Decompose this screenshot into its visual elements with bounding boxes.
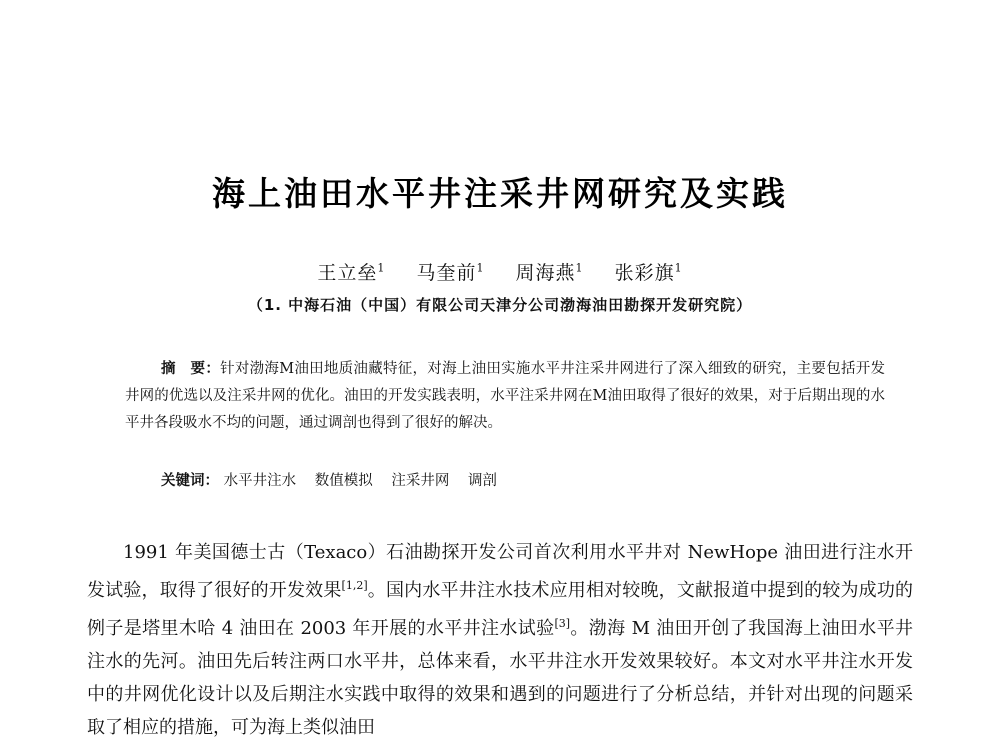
keywords-label: 关键词： <box>161 473 219 489</box>
author-list <box>0 258 1000 285</box>
author-name: 周海燕 <box>515 262 576 284</box>
body-text: 。国内水平井注水技术应用相对较晚，文献报道中提到的较为成功的例子是塔里木哈 4 油田在 2003 年开展的水平井注水试验 <box>87 580 914 639</box>
citation-ref: [3] <box>554 617 571 630</box>
author-affil-mark: 1 <box>377 261 386 275</box>
body-paragraph <box>87 536 913 744</box>
author <box>416 262 484 284</box>
author-affil-mark: 1 <box>575 261 584 275</box>
keyword: 数值模拟 <box>314 473 373 489</box>
author-affil-mark: 1 <box>476 261 485 275</box>
citation-ref: [1,2] <box>341 579 368 592</box>
author-name: 王立垒 <box>317 262 378 284</box>
paper-title: 海上油田水平井注采井网研究及实践 <box>212 174 788 213</box>
author <box>516 262 584 284</box>
body-text: 。渤海 M 油田开创了我国海上油田水平井注水的先河。油田先后转注两口水平井，总体来看，水平井注水开发效果较好。本文对水平井注水开发中的井网优化设计以及后期注水实践中取得的效果和遇到的问题进行了分析总结，并针对出现的问题采取了相应的措施，可为海上类似油田 <box>87 618 913 738</box>
abstract-text: 针对渤海M油田地质油藏特征，对海上油田实施水平井注采井网进行了深入细致的研究，主要包括开发井网的优选以及注采井网的优化。油田的开发实践表明，水平注采井网在M油田取得了很好的效果，对于后期出现的水平井各段吸水不均的问题，通过调剖也得到了很好的解决。 <box>125 361 886 431</box>
abstract-label: 摘 要： <box>161 361 221 377</box>
keyword: 水平井注水 <box>223 473 297 489</box>
abstract <box>125 356 885 437</box>
body-text: 1991 年美国德士古（Texaco）石油勘探开发公司首次利用水平井对 NewHope 油田进行注水开发试验，取得了很好的开发效果 <box>87 542 913 601</box>
author-affil-mark: 1 <box>674 261 683 275</box>
author <box>615 262 683 284</box>
author <box>317 262 385 284</box>
author-name: 张彩旗 <box>614 262 675 284</box>
keyword: 调剖 <box>467 473 497 489</box>
author-name: 马奎前 <box>416 262 477 284</box>
keyword: 注采井网 <box>391 473 450 489</box>
keywords <box>161 468 881 495</box>
affiliation: （1. 中海石油（中国）有限公司天津分公司渤海油田勘探开发研究院） <box>247 296 753 314</box>
